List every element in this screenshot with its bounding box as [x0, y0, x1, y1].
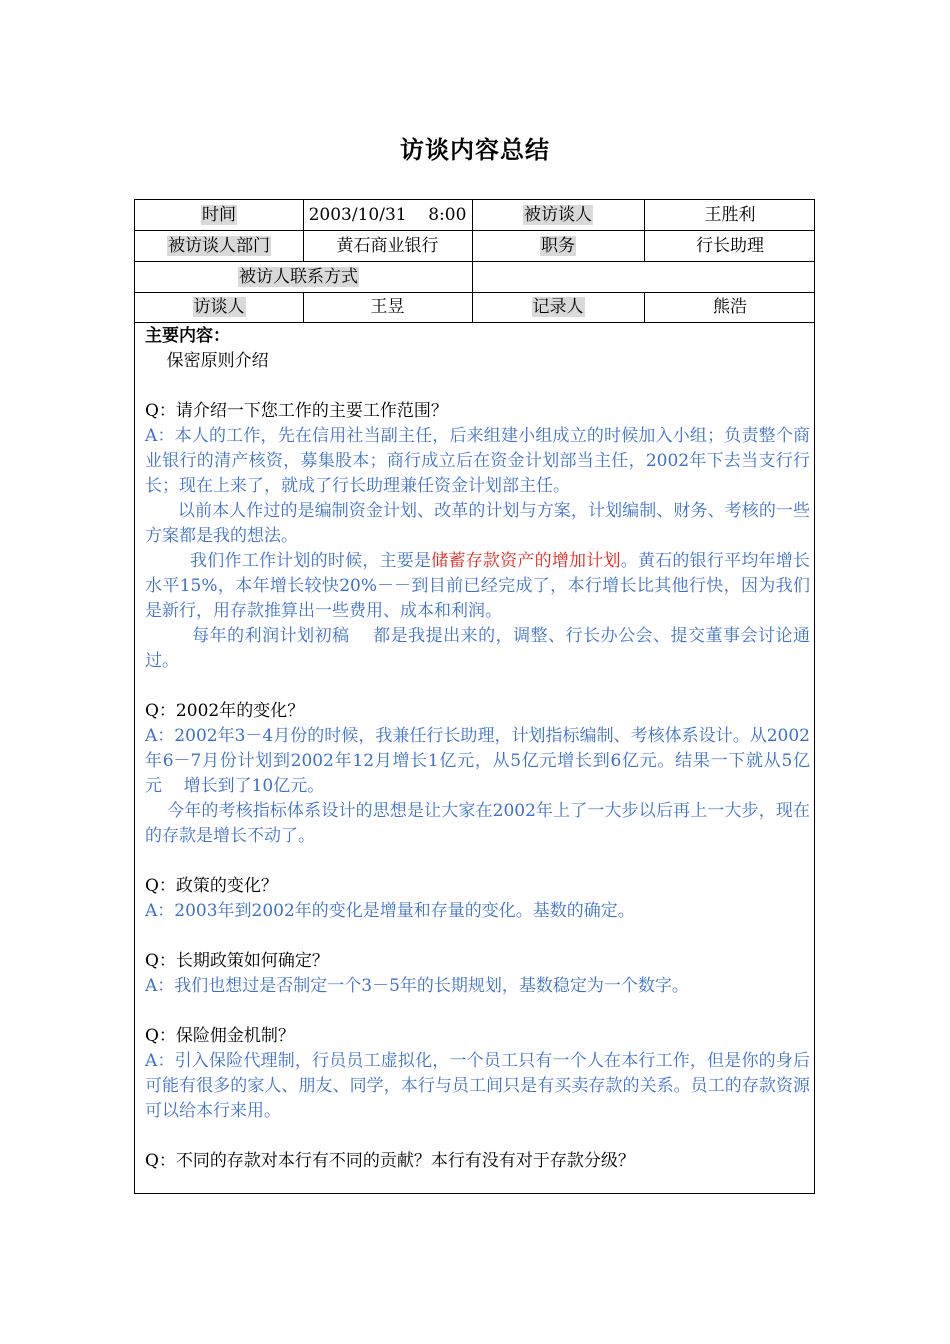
highlighted-phrase: 储蓄存款资产的增加计划	[431, 551, 621, 571]
answer-1-para-3	[145, 549, 810, 624]
page-title: 访谈内容总结	[400, 135, 550, 164]
answer-1-para-1: A：本人的工作，先在信用社当副主任，后来组建小组成立的时候加入小组；负责整个商业银行的清产核资，募集股本；商行成立后在资金计划部当主任，2002年下去当支行行长；现在上来了，就成了行长助理兼任资金计划部主任。	[145, 426, 810, 496]
intro-line: 保密原则介绍	[145, 351, 269, 371]
spacer	[145, 999, 810, 1024]
dept-label-cell	[135, 231, 303, 261]
interviewer-label: 访谈人	[193, 297, 245, 317]
spacer	[145, 674, 810, 699]
spacer	[145, 849, 810, 874]
contact-value	[472, 262, 816, 292]
answer-4: A：我们也想过是否制定一个3－5年的长期规划，基数稳定为一个数字。	[145, 976, 689, 996]
dept-value: 黄石商业银行	[336, 236, 439, 256]
content-heading: 主要内容：	[145, 326, 230, 346]
spacer	[145, 924, 810, 949]
time-label: 时间	[202, 205, 236, 225]
answer-1-para-3-start: 我们作工作计划的时候，主要是	[145, 551, 432, 571]
answer-5: A：引入保险代理制，行员员工虚拟化，一个员工只有一个人在本行工作，但是你的身后可能有很多的家人、朋友、同学，本行与员工间只是有买卖存款的关系。员工的存款资源可以给本行来用。	[145, 1051, 810, 1121]
interviewee-label-cell	[472, 200, 644, 230]
answer-2-para-2: 今年的考核指标体系设计的思想是让大家在2002年上了一大步以后再上一大步，现在的存款是增长不动了。	[145, 801, 810, 846]
answer-2-para-1: A：2002年3－4月份的时候，我兼任行长助理，计划指标编制、考核体系设计。从2002年6－7月份计划到2002年12月增长1亿元，从5亿元增长到6亿元。结果一下就从5亿元 增长到了10亿元。	[145, 726, 810, 796]
interviewer-value: 王昱	[370, 297, 405, 317]
recorder-label-cell	[472, 292, 644, 322]
question-5: Q：保险佣金机制？	[145, 1026, 295, 1046]
spacer	[145, 1124, 810, 1149]
answer-1-para-4: 每年的利润计划初稿 都是我提出来的，调整、行长办公会、提交董事会讨论通过。	[145, 626, 810, 671]
answer-1-para-2: 以前本人作过的是编制资金计划、改革的计划与方案，计划编制、财务、考核的一些方案都是我的想法。	[145, 501, 810, 546]
dept-label: 被访谈人部门	[168, 236, 270, 256]
position-label-cell	[472, 231, 644, 261]
question-3: Q：政策的变化？	[145, 876, 278, 896]
question-6: Q：不同的存款对本行有不同的贡献？本行有没有对于存款分级？	[145, 1151, 635, 1171]
time-label-cell	[135, 200, 303, 230]
interviewer-label-cell	[135, 292, 303, 322]
main-content	[145, 324, 810, 1174]
contact-label-cell	[135, 262, 472, 292]
row-divider	[135, 322, 814, 323]
recorder-label: 记录人	[532, 297, 584, 317]
recorder-value: 熊浩	[713, 297, 747, 317]
question-4: Q：长期政策如何确定？	[145, 951, 329, 971]
position-label: 职务	[541, 236, 575, 256]
interviewee-label: 被访谈人	[524, 205, 592, 225]
time-value: 2003/10/31 8:00	[308, 205, 467, 225]
interview-form	[134, 199, 815, 1194]
position-value: 行长助理	[696, 236, 764, 256]
question-1: Q：请介绍一下您工作的主要工作范围？	[145, 401, 448, 421]
answer-1-para-3-end: 。黄石的银行平均年增长水平15%，本年增长较快20%－－到目前已经完成了，本行增长比其他行快，因为我们是新行，用存款推算出一些费用、成本和利润。	[145, 551, 811, 621]
interviewee-value: 王胜利	[704, 205, 756, 225]
spacer	[145, 374, 810, 399]
contact-label: 被访人联系方式	[239, 267, 358, 287]
question-2: Q：2002年的变化？	[145, 701, 305, 721]
answer-3: A：2003年到2002年的变化是增量和存量的变化。基数的确定。	[145, 901, 635, 921]
